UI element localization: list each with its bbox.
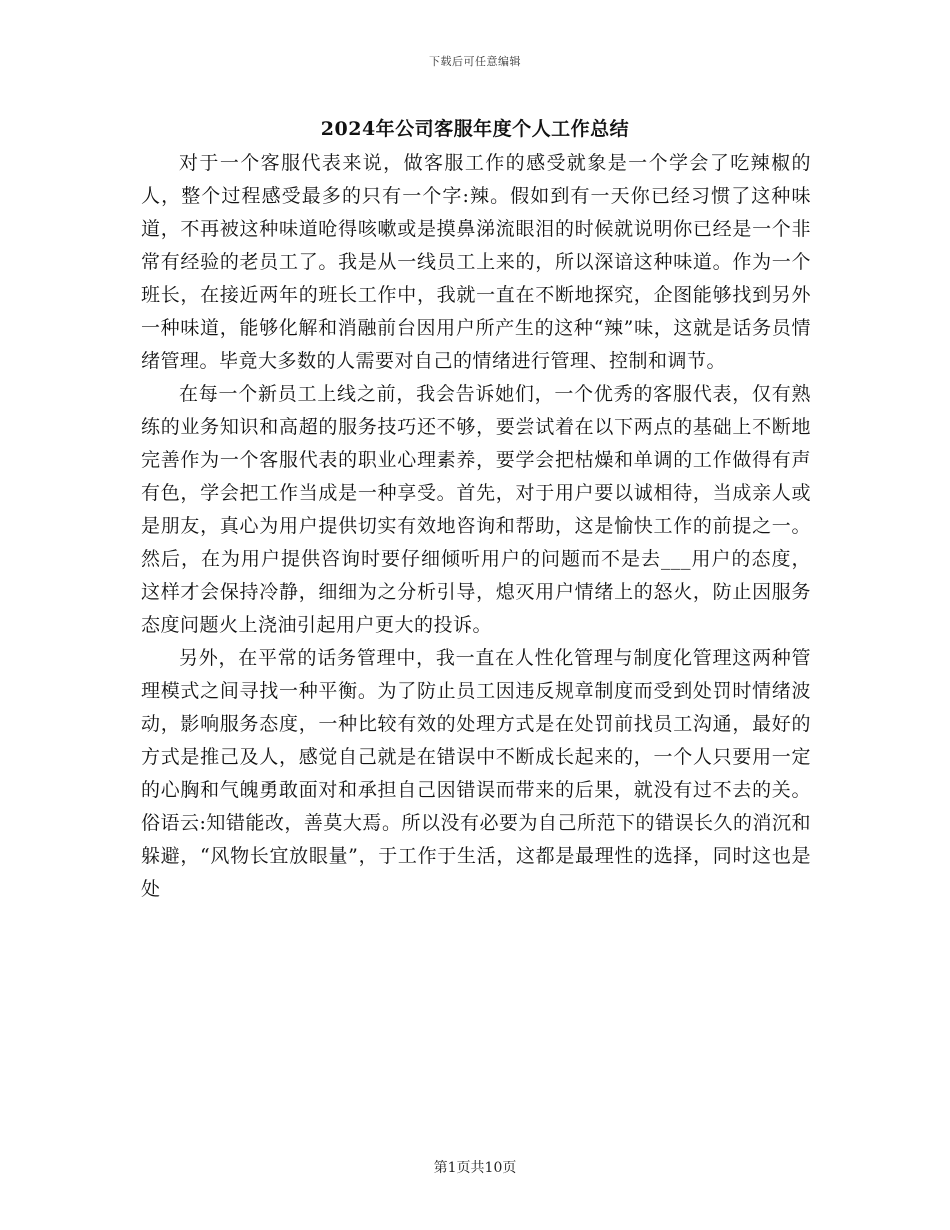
paragraph-3: 另外，在平常的话务管理中，我一直在人性化管理与制度化管理这两种管理模式之间寻找一种平衡。为了防止员工因违反规章制度而受到处罚时情绪波动，影响服务态度，一种比较有效的处理方式是在处罚前找员工沟通，最好的方式是推己及人，感觉自己就是在错误中不断成长起来的，一个人只要用一定的心胸和气魄勇敢面对和承担自己因错误而带来的后果，就没有过不去的关。俗语云:知错能改，善莫大焉。所以没有必要为自己所范下的错误长久的消沉和躲避，“风物长宜放眼量”，于工作于生活，这都是最理性的选择，同时这也是处 [141,647,811,900]
document-body [141,147,811,906]
document-title: 2024年公司客服年度个人工作总结 [320,118,630,140]
paragraph-2: 在每一个新员工上线之前，我会告诉她们，一个优秀的客服代表，仅有熟练的业务知识和高超的服务技巧还不够，要尝试着在以下两点的基础上不断地完善作为一个客服代表的职业心理素养，要学会把枯燥和单调的工作做得有声有色，学会把工作当成是一种享受。首先，对于用户要以诚相待，当成亲人或是朋友，真心为用户提供切实有效地咨询和帮助，这是愉快工作的前提之一。然后，在为用户提供咨询时要仔细倾听用户的问题而不是去___用户的态度，这样才会保持冷静，细细为之分析引导，熄灭用户情绪上的怒火，防止因服务态度问题火上浇油引起用户更大的投诉。 [141,383,811,636]
paragraph-1: 对于一个客服代表来说，做客服工作的感受就象是一个学会了吃辣椒的人，整个过程感受最多的只有一个字:辣。假如到有一天你已经习惯了这种味道，不再被这种味道呛得咳嗽或是摸鼻涕流眼泪的时候就说明你已经是一个非常有经验的老员工了。我是从一线员工上来的，所以深谙这种味道。作为一个班长，在接近两年的班长工作中，我就一直在不断地探究，企图能够找到另外一种味道，能够化解和消融前台因用户所产生的这种“辣”味，这就是话务员情绪管理。毕竟大多数的人需要对自己的情绪进行管理、控制和调节。 [141,152,811,372]
page-header-note: 下载后可任意编辑 [429,55,521,68]
page-number-footer: 第1页共10页 [433,1160,517,1176]
